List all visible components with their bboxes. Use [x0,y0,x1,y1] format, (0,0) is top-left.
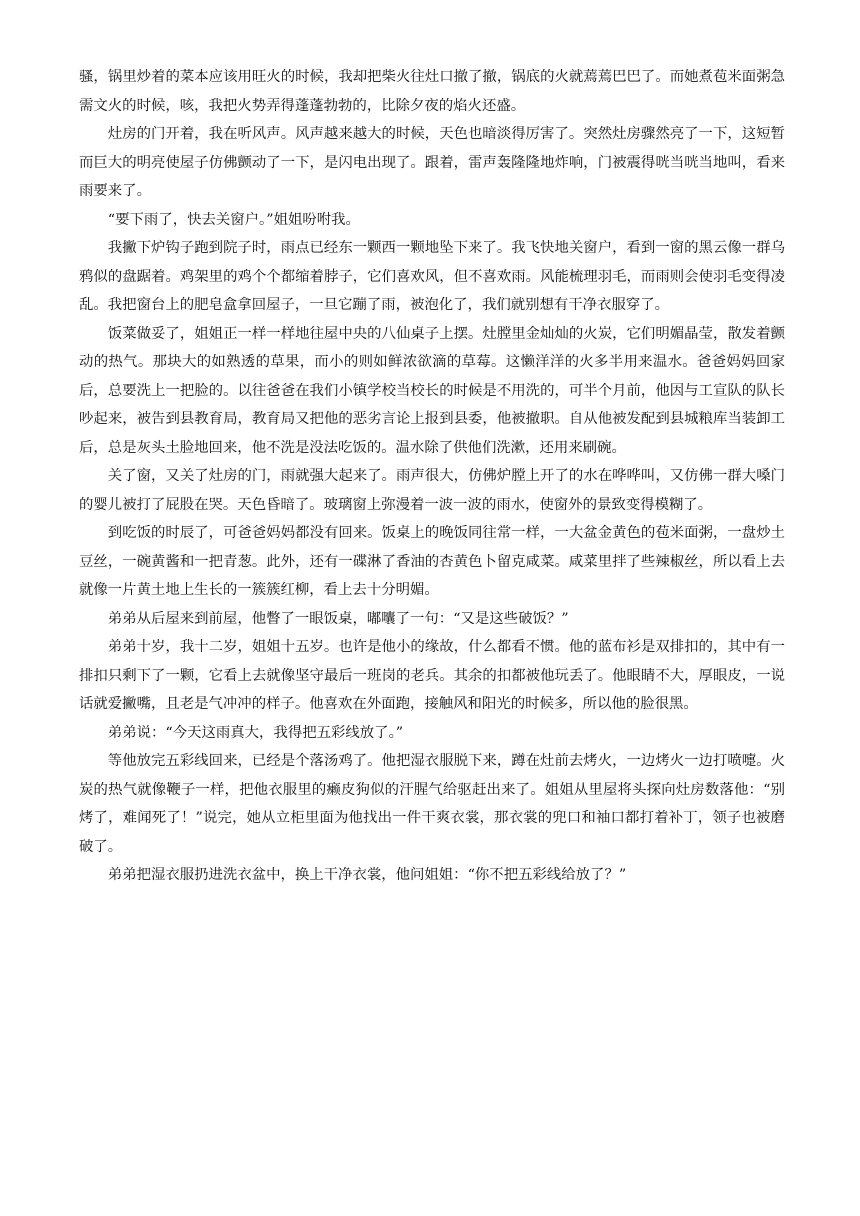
paragraph: 我撇下炉钩子跑到院子时，雨点已经东一颗西一颗地坠下来了。我飞快地关窗户，看到一窗的黑云像一群乌鸦似的盘踞着。鸡架里的鸡个个都缩着脖子，它们喜欢风，但不喜欢雨。风能梳理羽毛，而雨则会使羽毛变得凌乱。我把窗台上的肥皂盒拿回屋子，一旦它蹦了雨，被泡化了，我们就别想有干净衣服穿了。 [79,240,785,313]
paragraph: 弟弟从后屋来到前屋，他瞥了一眼饭桌，嘟囔了一句：“又是这些破饭？” [107,610,569,627]
paragraph: 到吃饭的时辰了，可爸爸妈妈都没有回来。饭桌上的晚饭同往常一样，一大盆金黄色的苞米面粥，一盘炒土豆丝，一碗黄酱和一把青葱。此外，还有一碟淋了香油的杏黄色卜留克咸菜。咸菜里拌了些辣椒丝，所以看上去就像一片黄土地上生长的一簇簇红柳，看上去十分明媚。 [79,525,785,598]
paragraph: 灶房的门开着，我在听风声。风声越来越大的时候，天色也暗淡得厉害了。突然灶房骤然亮了一下，这短暂而巨大的明亮使屋子仿佛颤动了一下，是闪电出现了。跟着，雷声轰隆隆地炸响，门被震得咣当咣当地叫，看来雨要来了。 [79,126,785,199]
paragraph: 弟弟把湿衣服扔进洗衣盆中，换上干净衣裳，他问姐姐：“你不把五彩线给放了？” [107,867,627,883]
paragraph: 等他放完五彩线回来，已经是个落汤鸡了。他把湿衣服脱下来，蹲在灶前去烤火，一边烤火一边打喷嚏。火炭的热气就像鞭子一样，把他衣服里的癞皮狗似的汗腥气给驱赶出来了。姐姐从里屋将头探向灶房数落他：“别烤了，难闻死了！”说完，她从立柜里面为他找出一件干爽衣裳，那衣裳的兜口和袖口都打着补丁，领子也被磨破了。 [79,753,785,855]
paragraph: 弟弟十岁，我十二岁，姐姐十五岁。也许是他小的缘故，什么都看不惯。他的蓝布衫是双排扣的，其中有一排扣只剩下了一颗，它看上去就像坚守最后一班岗的老兵。其余的扣都被他玩丢了。他眼睛不大，厚眼皮，一说话就爱撇嘴，且老是气冲冲的样子。他喜欢在外面跑，接触风和阳光的时候多，所以他的脸很黑。 [79,639,785,712]
paragraph: 弟弟说：“今天这雨真大，我得把五彩线放了。” [107,724,404,741]
paragraph: 骚，锅里炒着的菜本应该用旺火的时候，我却把柴火往灶口撤了撤，锅底的火就蔫蔫巴巴了。而她煮苞米面粥急需文火的时候，咳，我把火势弄得蓬蓬勃勃的，比除夕夜的焰火还盛。 [79,69,785,114]
paragraph: 饭菜做妥了，姐姐正一样一样地往屋中央的八仙桌子上摆。灶膛里金灿灿的火炭，它们明媚晶莹，散发着颤动的热气。那块大的如熟透的草果，而小的则如鲜浓欲滴的草莓。这懒洋洋的火多半用来温水。爸爸妈妈回家后，总要洗上一把脸的。以往爸爸在我们小镇学校当校长的时候是不用洗的，可半个月前，他因与工宣队的队长吵起来，被告到县教育局，教育局又把他的恶劣言论上报到县委，他被撤职。自从他被发配到县城粮库当装卸工后，总是灰头土脸地回来，他不洗是没法吃饭的。温水除了供他们洗漱，还用来刷碗。 [79,325,785,456]
paragraph: “要下雨了，快去关窗户。”姐姐吩咐我。 [107,211,360,228]
paragraph: 关了窗，又关了灶房的门，雨就强大起来了。雨声很大，仿佛炉膛上开了的水在哗哗叫，又仿佛一群大嗓门的婴儿被打了屁股在哭。天色昏暗了。玻璃窗上弥漫着一波一波的雨水，使窗外的景致变得模糊了。 [79,468,785,513]
document-page [79,63,785,890]
